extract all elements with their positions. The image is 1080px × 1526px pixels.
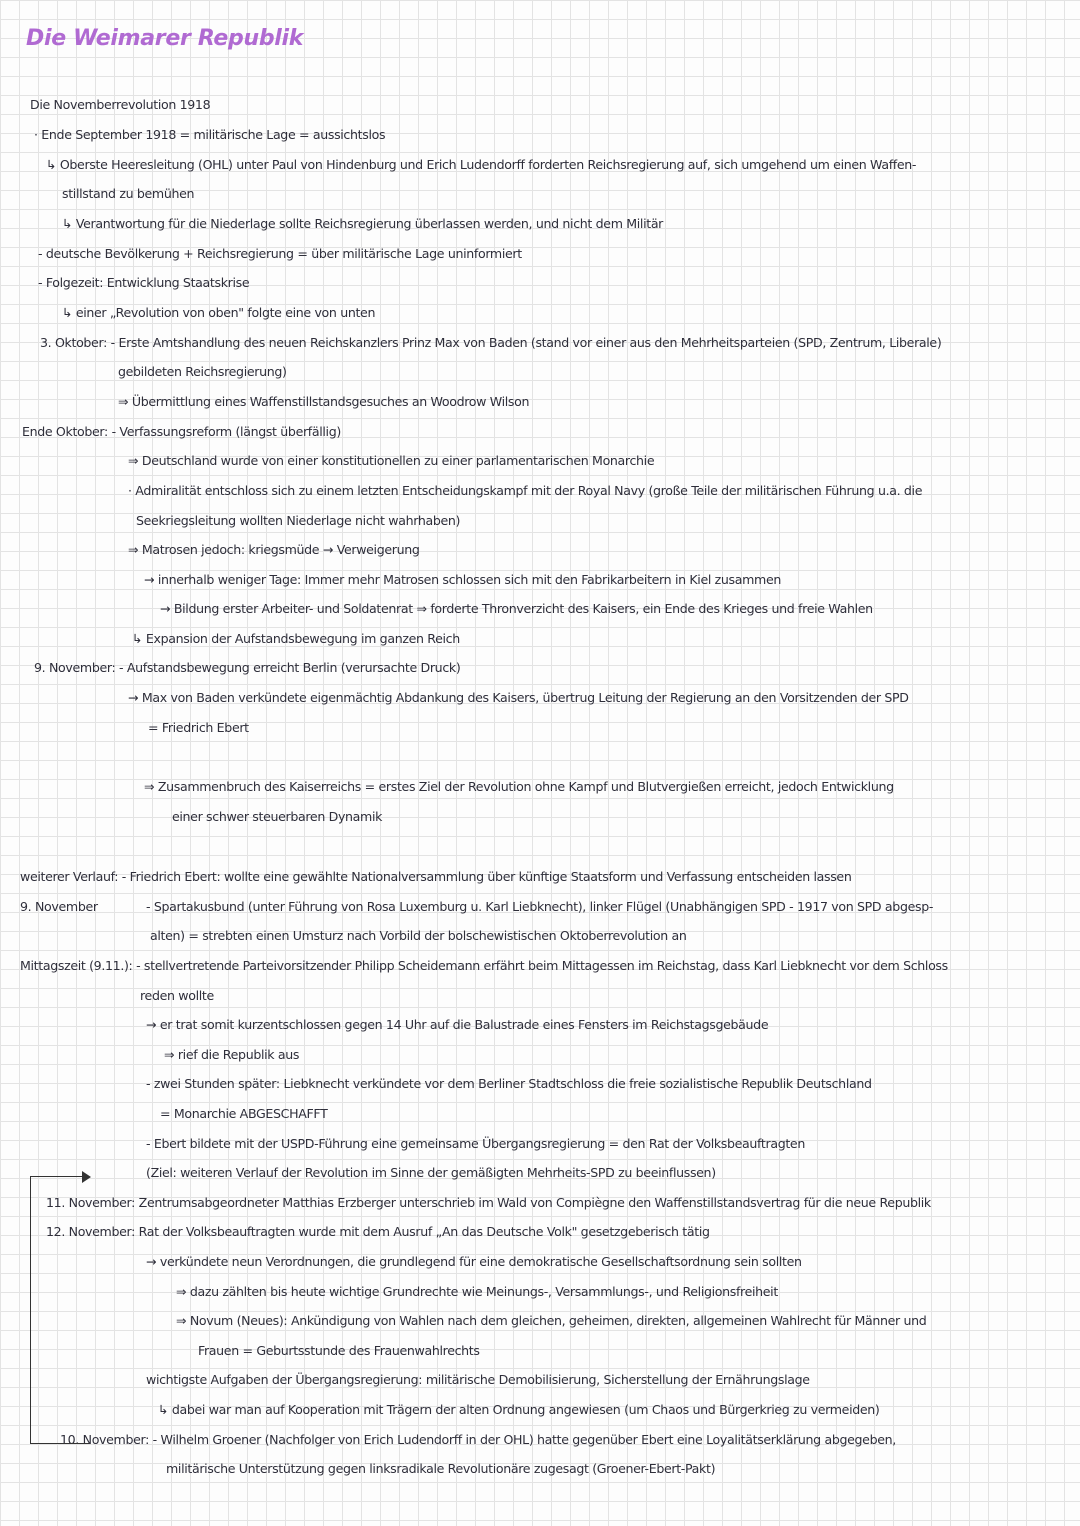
note-line: - Folgezeit: Entwicklung Staatskrise (38, 275, 250, 290)
note-line: Mittagszeit (9.11.): - stellvertretende Parteivorsitzender Philipp Scheidemann erfährt beim Mittagessen im Reichstag, dass Karl Liebknecht vor dem Schloss (20, 958, 948, 973)
note-line: stillstand zu bemühen (62, 186, 195, 201)
note-line: Ende Oktober: - Verfassungsreform (längst überfällig) (22, 424, 341, 439)
note-line: → Max von Baden verkündete eigenmächtig Abdankung des Kaisers, übertrug Leitung der Regierung an den Vorsitzenden der SPD (128, 690, 909, 705)
note-line: ⇒ rief die Republik aus (164, 1047, 300, 1062)
note-line: ⇒ Zusammenbruch des Kaiserreichs = erstes Ziel der Revolution ohne Kampf und Blutvergießen erreicht, jedoch Entwicklung (144, 779, 894, 794)
note-line: - Ebert bildete mit der USPD-Führung eine gemeinsame Übergangsregierung = den Rat der Volksbeauftragten (146, 1136, 805, 1151)
timeline-bracket (30, 1176, 89, 1444)
note-line: ↳ dabei war man auf Kooperation mit Trägern der alten Ordnung angewiesen (um Chaos und Bürgerkrieg zu vermeiden) (158, 1402, 880, 1417)
note-line: 3. Oktober: - Erste Amtshandlung des neuen Reichskanzlers Prinz Max von Baden (stand vor einer aus den Mehrheitsparteien (SPD, Zentrum, Liberale) (40, 335, 942, 350)
note-line: = Friedrich Ebert (148, 720, 249, 735)
note-line: · Ende September 1918 = militärische Lage = aussichtslos (34, 127, 386, 142)
note-line: alten) = strebten einen Umsturz nach Vorbild der bolschewistischen Oktoberrevolution an (150, 928, 687, 943)
note-line: → Bildung erster Arbeiter- und Soldatenrat ⇒ forderte Thronverzicht des Kaisers, ein Ende des Krieges und freie Wahlen (160, 601, 873, 616)
note-line: einer schwer steuerbaren Dynamik (172, 809, 383, 824)
note-line: 9. November (20, 899, 98, 914)
note-line: - zwei Stunden später: Liebknecht verkündete vor dem Berliner Stadtschloss die freie sozialistische Republik Deutschland (146, 1076, 872, 1091)
note-line: reden wollte (140, 988, 214, 1003)
note-line: Seekriegsleitung wollten Niederlage nicht wahrhaben) (136, 513, 461, 528)
note-line: weiterer Verlauf: - Friedrich Ebert: wollte eine gewählte Nationalversammlung über künftige Staatsform und Verfassung entscheiden lassen (20, 869, 852, 884)
note-line: gebildeten Reichsregierung) (118, 364, 287, 379)
note-line: militärische Unterstützung gegen linksradikale Revolutionäre zugesagt (Groener-Ebert-Pakt) (166, 1461, 716, 1476)
note-line: ⇒ dazu zählten bis heute wichtige Grundrechte wie Meinungs-, Versammlungs-, und Religionsfreiheit (176, 1284, 778, 1299)
note-line: 10. November: - Wilhelm Groener (Nachfolger von Erich Ludendorff in der OHL) hatte gegenüber Ebert eine Loyalitätserklärung abgegeben, (60, 1432, 896, 1447)
section-heading: Die Novemberrevolution 1918 (30, 97, 211, 112)
note-line: (Ziel: weiteren Verlauf der Revolution im Sinne der gemäßigten Mehrheits-SPD zu beeinflussen) (146, 1165, 716, 1180)
note-line: · Admiralität entschloss sich zu einem letzten Entscheidungskampf mit der Royal Navy (große Teile der militärischen Führung u.a. die (128, 483, 923, 498)
arrow-right-icon (82, 1171, 91, 1183)
note-line: → verkündete neun Verordnungen, die grundlegend für eine demokratische Gesellschaftsordnung sein sollten (146, 1254, 802, 1269)
note-line: ⇒ Matrosen jedoch: kriegsmüde → Verweigerung (128, 542, 420, 557)
note-line: ↳ Expansion der Aufstandsbewegung im ganzen Reich (132, 631, 460, 646)
note-line: ↳ einer „Revolution von oben" folgte eine von unten (62, 305, 376, 320)
note-line: 9. November: - Aufstandsbewegung erreicht Berlin (verursachte Druck) (34, 660, 461, 675)
note-line: - deutsche Bevölkerung + Reichsregierung = über militärische Lage uninformiert (38, 246, 522, 261)
note-line: ⇒ Deutschland wurde von einer konstitutionellen zu einer parlamentarischen Monarchie (128, 453, 655, 468)
note-line: = Monarchie ABGESCHAFFT (160, 1106, 328, 1121)
note-line: wichtigste Aufgaben der Übergangsregierung: militärische Demobilisierung, Sicherstellung der Ernährungslage (146, 1372, 810, 1387)
note-line: Frauen = Geburtsstunde des Frauenwahlrechts (198, 1343, 480, 1358)
note-line: → innerhalb weniger Tage: Immer mehr Matrosen schlossen sich mit den Fabrikarbeitern in Kiel zusammen (144, 572, 781, 587)
note-line: ↳ Oberste Heeresleitung (OHL) unter Paul von Hindenburg und Erich Ludendorff forderten Reichsregierung auf, sich umgehend um einen Waffen- (46, 157, 917, 172)
note-line: ↳ Verantwortung für die Niederlage sollte Reichsregierung überlassen werden, und nicht dem Militär (62, 216, 664, 231)
note-line: 12. November: Rat der Volksbeauftragten wurde mit dem Ausruf „An das Deutsche Volk" gesetzgeberisch tätig (46, 1224, 710, 1239)
note-line: → er trat somit kurzentschlossen gegen 14 Uhr auf die Balustrade eines Fensters im Reichstagsgebäude (146, 1017, 769, 1032)
note-line: ⇒ Novum (Neues): Ankündigung von Wahlen nach dem gleichen, geheimen, direkten, allgemeinen Wahlrecht für Männer und (176, 1313, 927, 1328)
page-title: Die Weimarer Republik (26, 26, 304, 51)
note-line: ⇒ Übermittlung eines Waffenstillstandsgesuches an Woodrow Wilson (118, 394, 530, 409)
note-line: 11. November: Zentrumsabgeordneter Matthias Erzberger unterschrieb im Wald von Compiègne den Waffenstillstandsvertrag für die neue Republik (46, 1195, 931, 1210)
note-line: - Spartakusbund (unter Führung von Rosa Luxemburg u. Karl Liebknecht), linker Flügel (Unabhängigen SPD - 1917 von SPD abgesp- (146, 899, 934, 914)
